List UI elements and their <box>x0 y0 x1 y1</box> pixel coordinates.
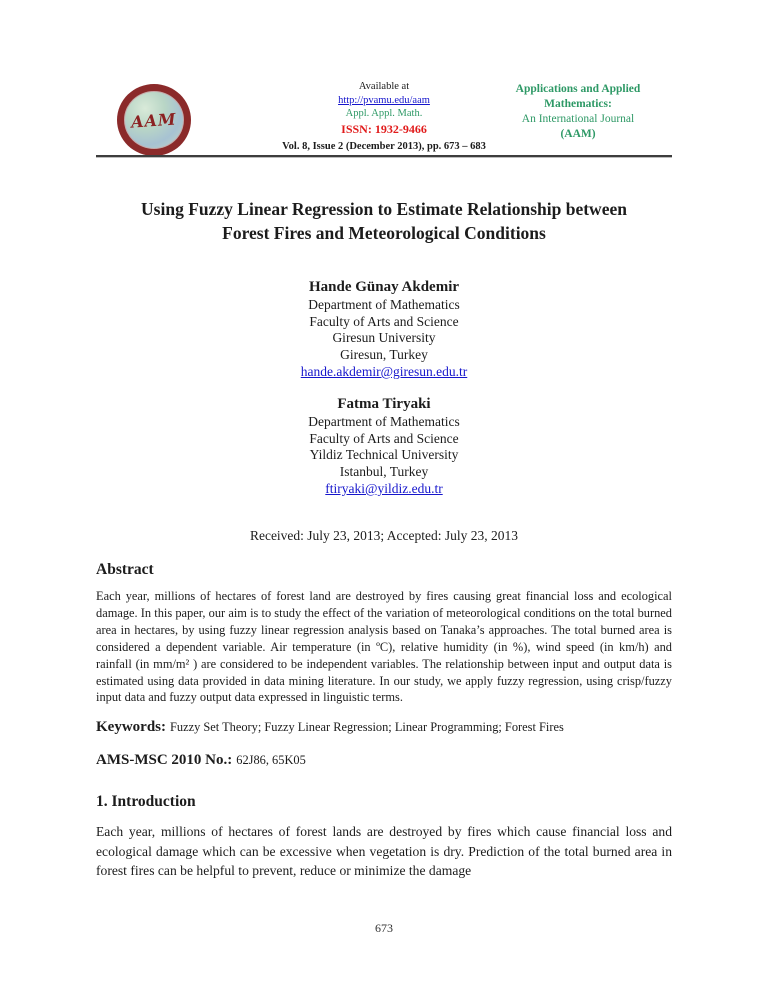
author-1-name: Hande Günay Akdemir <box>308 279 460 295</box>
issn-label: ISSN: 1932-9466 <box>341 121 427 136</box>
author-1-email-link[interactable]: hande.akdemir@giresun.edu.tr <box>300 364 468 379</box>
abstract-heading: Abstract <box>96 561 154 578</box>
author-2-email-link[interactable]: ftiryaki@yildiz.edu.tr <box>325 481 443 496</box>
introduction-heading: 1. Introduction <box>96 793 196 811</box>
author-1-city: Giresun, Turkey <box>340 346 428 362</box>
volume-issue-line: Vol. 8, Issue 2 (December 2013), pp. 673 – 683 <box>282 141 486 152</box>
keywords-line <box>96 718 672 736</box>
journal-name-line3: An International Journal <box>521 112 635 125</box>
introduction-text: Each year, millions of hectares of forest lands are destroyed by fires which cause financial loss and ecological damage which can be excessive when vegetation is dry. Prediction of the total burned area in forest fires can be helpful to prevent, reduce or minimize the damage <box>96 824 672 879</box>
received-accepted-line: Received: July 23, 2013; Accepted: July 23, 2013 <box>249 528 519 543</box>
journal-abbrev: Appl. Appl. Math. <box>345 108 423 120</box>
author-1-department: Department of Mathematics <box>308 297 460 312</box>
journal-url-link[interactable]: http://pvamu.edu/aam <box>338 94 430 106</box>
paper-content <box>96 0 672 881</box>
journal-name-line4: (AAM) <box>560 127 596 140</box>
paper-title-line1: Using Fuzzy Linear Regression to Estimate Relationship between <box>141 199 627 219</box>
msc-text: 62J86, 65K05 <box>236 753 306 768</box>
msc-label: AMS-MSC 2010 No.: <box>96 752 233 769</box>
aam-logo-text: AAM <box>130 108 178 132</box>
author-2-city: Istanbul, Turkey <box>339 463 429 479</box>
keywords-text: Fuzzy Set Theory; Fuzzy Linear Regression; Linear Programming; Forest Fires <box>170 720 564 735</box>
author-block-1 <box>96 277 672 381</box>
author-2-name: Fatma Tiryaki <box>337 396 431 412</box>
keywords-label: Keywords: <box>96 719 166 736</box>
journal-name-line1: Applications and Applied <box>515 83 641 95</box>
author-block-2 <box>96 394 672 498</box>
available-at-label: Available at <box>358 81 410 92</box>
page-number: 673 <box>375 921 393 935</box>
journal-name-line2: Mathematics: <box>544 97 612 110</box>
author-1-university: Giresun University <box>332 330 436 345</box>
paper-title <box>96 197 672 245</box>
abstract-text: Each year, millions of hectares of forest land are destroyed by fires causing great financial loss and ecological damage. In this paper, our aim is to study the effect of the variation of meteorological conditions on the total burned area in hectares, by using fuzzy linear regression analysis based on Tanaka’s approaches. The total burned area is considered a dependent variable. Air temperature (in ºC), relative humidity (in %), wind speed (in km/h) and rainfall (in mm/m² ) are considered to be independent variables. The relationship between input and output data is estimated using data provided in data mining literature. In our study, we apply fuzzy regression, using crisp/fuzzy input data and fuzzy output data expressed in linguistic terms. <box>96 589 672 705</box>
author-2-department: Department of Mathematics <box>308 414 460 429</box>
author-1-faculty: Faculty of Arts and Science <box>309 313 459 329</box>
author-2-university: Yildiz Technical University <box>309 447 459 462</box>
paper-title-line2: Forest Fires and Meteorological Conditions <box>222 223 546 243</box>
msc-line <box>96 751 672 769</box>
author-2-faculty: Faculty of Arts and Science <box>309 430 459 446</box>
